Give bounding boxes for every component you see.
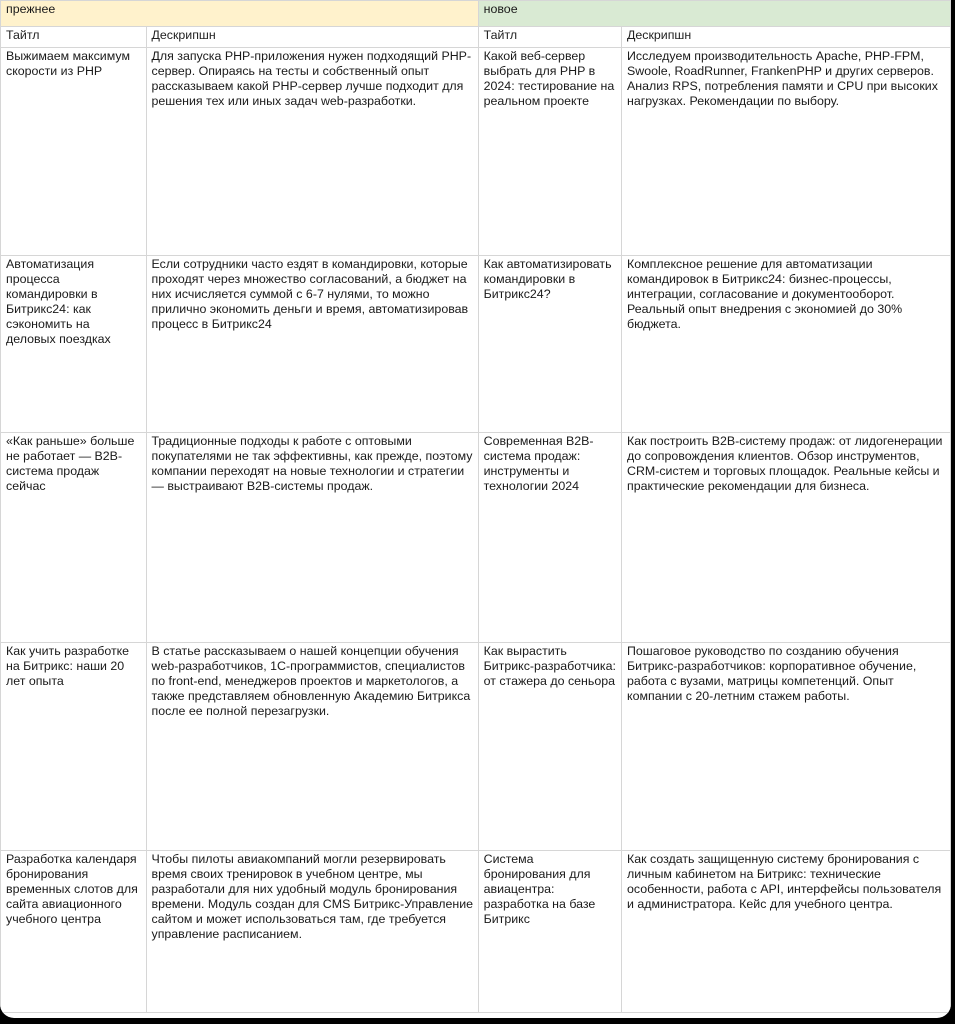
table-row (1, 433, 951, 643)
column-header-row (1, 27, 951, 48)
new-description-cell[interactable]: Исследуем производительность Apache, PHP-FPM, Swoole, RoadRunner, FrankenPHP и других серверов. Анализ RPS, потребления памяти и CPU при высоких нагрузках. Рекомендации по выбору. (622, 48, 951, 256)
group-new-cell[interactable]: новое (478, 1, 950, 27)
new-description-cell[interactable]: Комплексное решение для автоматизации командировок в Битрикс24: бизнес-процессы, интеграции, согласование и документооборот. Реальный опыт внедрения с экономией до 30% бюджета. (622, 256, 951, 433)
old-title-cell[interactable]: Автоматизация процесса командировки в Битрикс24: как сэкономить на деловых поездках (1, 256, 147, 433)
old-description-cell[interactable]: Если сотрудники часто ездят в командировки, которые проходят через множество согласований, а бюджет на них исчисляется суммой с 6-7 нулями, то можно прилично экономить деньги и время, автоматизировав процесс в Битрикс24 (146, 256, 478, 433)
new-description-cell[interactable]: Как построить B2B-систему продаж: от лидогенерации до сопровождения клиентов. Обзор инструментов, CRM-систем и торговых площадок. Реальные кейсы и практические рекомендации для бизнеса. (622, 433, 951, 643)
header-old-title[interactable]: Тайтл (1, 27, 147, 48)
table-row (1, 643, 951, 851)
old-description-cell[interactable]: Традиционные подходы к работе с оптовыми покупателями не так эффективны, как прежде, поэтому компании переходят на новые технологии и стратегии — выстраивают B2B-системы продаж. (146, 433, 478, 643)
old-description-cell[interactable]: В статье рассказываем о нашей концепции обучения web-разработчиков, 1С-программистов, специалистов по front-end, менеджеров проектов и маркетологов, а также представляем обновленную Академию Битрикса после ее полной перезагрузки. (146, 643, 478, 851)
old-title-cell[interactable]: «Как раньше» больше не работает — B2B-система продаж сейчас (1, 433, 147, 643)
new-title-cell[interactable]: Какой веб-сервер выбрать для PHP в 2024: тестирование на реальном проекте (478, 48, 621, 256)
group-header-row (1, 1, 951, 27)
old-title-cell[interactable]: Выжимаем максимум скорости из PHP (1, 48, 147, 256)
old-title-cell[interactable]: Разработка календаря бронирования временных слотов для сайта авиационного учебного центра (1, 851, 147, 1013)
new-title-cell[interactable]: Как автоматизировать командировки в Битрикс24? (478, 256, 621, 433)
header-new-description[interactable]: Дескрипшн (622, 27, 951, 48)
new-description-cell[interactable]: Пошаговое руководство по созданию обучения Битрикс-разработчиков: корпоративное обучение, работа с вузами, матрицы компетенций. Опыт компании с 20-летним стажем работы. (622, 643, 951, 851)
new-title-cell[interactable]: Современная B2B-система продаж: инструменты и технологии 2024 (478, 433, 621, 643)
old-description-cell[interactable]: Для запуска PHP-приложения нужен подходящий PHP-сервер. Опираясь на тесты и собственный опыт рассказываем какой PHP-сервер лучше подходит для решения тех или иных задач web-разработки. (146, 48, 478, 256)
header-old-description[interactable]: Дескрипшн (146, 27, 478, 48)
group-old-cell[interactable]: прежнее (1, 1, 479, 27)
old-description-cell[interactable]: Чтобы пилоты авиакомпаний могли резервировать время своих тренировок в учебном центре, мы разработали для них удобный модуль бронирования времени. Модуль создан для CMS Битрикс-Управление сайтом и может использоваться там, где требуется управление расписанием. (146, 851, 478, 1013)
table-row (1, 256, 951, 433)
old-title-cell[interactable]: Как учить разработке на Битрикс: наши 20 лет опыта (1, 643, 147, 851)
new-description-cell[interactable]: Как создать защищенную систему бронирования с личным кабинетом на Битрикс: технические особенности, работа с API, интерфейсы пользователя и администратора. Кейс для учебного центра. (622, 851, 951, 1013)
new-title-cell[interactable]: Как вырастить Битрикс-разработчика: от стажера до сеньора (478, 643, 621, 851)
new-title-cell[interactable]: Система бронирования для авиацентра: разработка на базе Битрикс (478, 851, 621, 1013)
table-row (1, 851, 951, 1013)
table-row (1, 48, 951, 256)
header-new-title[interactable]: Тайтл (478, 27, 621, 48)
